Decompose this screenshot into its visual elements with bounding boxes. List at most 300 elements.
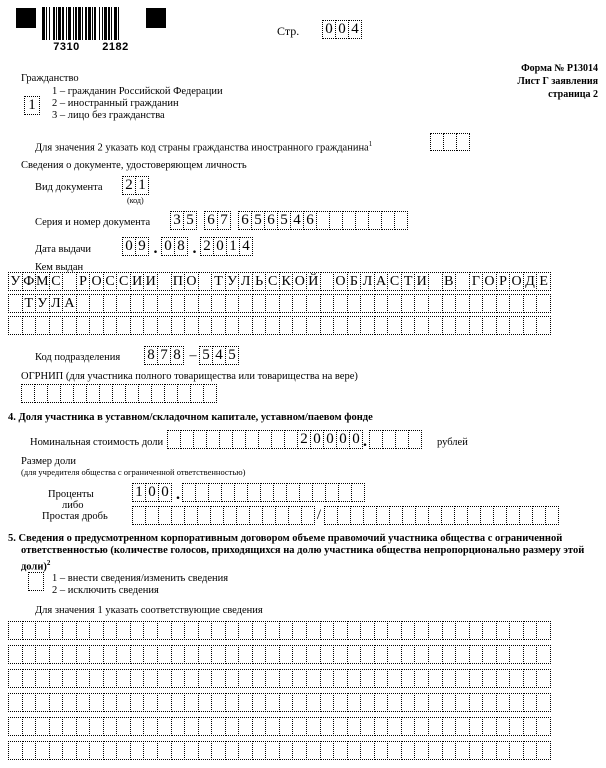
form-cell[interactable] [164,384,178,403]
nominal-decimal-cells[interactable] [369,430,421,449]
form-cell[interactable] [509,316,524,335]
form-cell[interactable] [414,669,429,688]
form-cell[interactable] [442,741,457,760]
form-cell[interactable] [286,483,300,502]
form-cell[interactable] [157,693,172,712]
form-cell[interactable]: О [184,272,199,291]
form-cell[interactable] [103,741,118,760]
form-cell[interactable]: С [387,272,402,291]
form-cell[interactable] [247,483,261,502]
form-cell[interactable]: 4 [239,237,253,256]
form-cell[interactable] [238,717,253,736]
form-cell[interactable] [536,717,551,736]
form-cell[interactable] [130,741,145,760]
form-cell[interactable] [225,669,240,688]
form-cell[interactable] [252,316,267,335]
form-cell[interactable] [306,669,321,688]
form-cell[interactable] [22,669,37,688]
form-cell[interactable] [306,645,321,664]
form-cell[interactable] [523,645,538,664]
form-cell[interactable] [374,669,389,688]
form-cell[interactable] [8,316,23,335]
form-cell[interactable] [292,645,307,664]
form-cell[interactable] [536,693,551,712]
form-cell[interactable] [62,669,77,688]
form-cell[interactable]: 0 [336,430,350,449]
form-cell[interactable] [509,717,524,736]
form-cell[interactable]: 5 [251,211,265,230]
form-cell[interactable] [306,294,321,313]
form-cell[interactable] [195,483,209,502]
citizenship-option-3[interactable]: 3 – лицо без гражданства [52,110,165,121]
form-cell[interactable] [184,717,199,736]
form-cell[interactable] [320,621,335,640]
form-cell[interactable] [292,741,307,760]
form-cell[interactable] [198,693,213,712]
form-cell[interactable] [116,741,131,760]
form-cell[interactable] [198,272,213,291]
form-cell[interactable] [306,693,321,712]
form-cell[interactable] [482,717,497,736]
form-cell[interactable]: Й [306,272,321,291]
form-cell[interactable] [455,741,470,760]
form-cell[interactable] [414,645,429,664]
form-cell[interactable] [455,717,470,736]
section5-option-2[interactable]: 2 – исключить сведения [52,585,159,596]
form-cell[interactable] [76,621,91,640]
form-cell[interactable]: П [171,272,186,291]
form-cell[interactable] [316,211,330,230]
form-cell[interactable] [143,669,158,688]
form-cell[interactable] [219,430,233,449]
form-cell[interactable] [275,506,289,525]
form-cell[interactable] [260,483,274,502]
form-cell[interactable] [496,669,511,688]
form-cell[interactable]: 0 [310,430,324,449]
form-cell[interactable] [509,741,524,760]
form-cell[interactable] [333,645,348,664]
form-cell[interactable] [414,316,429,335]
form-cell[interactable] [238,645,253,664]
form-cell[interactable] [401,669,416,688]
form-cell[interactable] [47,384,61,403]
form-cell[interactable] [414,294,429,313]
form-cell[interactable] [225,645,240,664]
form-cell[interactable] [387,294,402,313]
form-cell[interactable] [8,741,23,760]
form-cell[interactable] [496,645,511,664]
form-cell[interactable] [35,741,50,760]
form-cell[interactable] [184,294,199,313]
form-cell[interactable] [35,645,50,664]
form-cell[interactable] [103,645,118,664]
form-cell[interactable] [509,669,524,688]
form-cell[interactable] [428,506,442,525]
form-cell[interactable] [116,669,131,688]
form-cell[interactable] [99,384,113,403]
form-cell[interactable] [347,669,362,688]
form-cell[interactable] [428,717,443,736]
form-cell[interactable] [265,717,280,736]
form-cell[interactable] [414,621,429,640]
form-cell[interactable] [245,430,259,449]
form-cell[interactable]: 5 [199,346,213,365]
form-cell[interactable]: О [292,272,307,291]
form-cell[interactable] [103,717,118,736]
form-cell[interactable]: С [49,272,64,291]
form-cell[interactable] [428,272,443,291]
form-cell[interactable] [265,693,280,712]
form-cell[interactable] [292,294,307,313]
form-cell[interactable] [262,506,276,525]
form-cell[interactable] [306,316,321,335]
form-cell[interactable] [62,717,77,736]
form-cell[interactable] [408,430,422,449]
form-cell[interactable] [89,717,104,736]
form-cell[interactable] [171,693,186,712]
form-cell[interactable] [312,483,326,502]
form-cell[interactable] [198,669,213,688]
form-cell[interactable] [238,294,253,313]
form-cell[interactable] [355,211,369,230]
form-cell[interactable] [320,693,335,712]
form-cell[interactable] [211,741,226,760]
subdivision-code-part2-cells[interactable] [199,346,238,365]
form-cell[interactable] [35,717,50,736]
form-cell[interactable] [428,645,443,664]
section5-detail-row-3[interactable] [8,669,550,688]
form-cell[interactable] [130,621,145,640]
form-cell[interactable] [89,693,104,712]
form-cell[interactable] [442,621,457,640]
form-cell[interactable]: О [509,272,524,291]
form-cell[interactable] [402,506,416,525]
form-cell[interactable]: 4 [290,211,304,230]
form-cell[interactable]: 2 [200,237,214,256]
section5-detail-row-6[interactable] [8,741,550,760]
form-cell[interactable] [171,316,186,335]
form-cell[interactable] [506,506,520,525]
ogrnip-cells[interactable] [21,384,216,403]
form-cell[interactable] [184,316,199,335]
form-cell[interactable] [130,717,145,736]
form-cell[interactable] [232,430,246,449]
form-cell[interactable] [292,693,307,712]
country-code-cells[interactable] [430,133,469,151]
form-cell[interactable] [49,316,64,335]
form-cell[interactable] [203,384,217,403]
form-cell[interactable] [236,506,250,525]
form-cell[interactable] [198,741,213,760]
form-cell[interactable] [171,669,186,688]
form-cell[interactable] [292,717,307,736]
form-cell[interactable] [360,645,375,664]
form-cell[interactable] [249,506,263,525]
form-cell[interactable] [320,316,335,335]
form-cell[interactable]: А [62,294,77,313]
form-cell[interactable] [103,294,118,313]
form-cell[interactable] [374,645,389,664]
form-cell[interactable]: 6 [238,211,252,230]
form-cell[interactable] [523,741,538,760]
form-cell[interactable] [89,294,104,313]
form-cell[interactable]: С [116,272,131,291]
form-cell[interactable] [482,294,497,313]
form-cell[interactable]: И [414,272,429,291]
form-cell[interactable] [519,506,533,525]
form-cell[interactable] [22,316,37,335]
form-cell[interactable] [112,384,126,403]
form-cell[interactable]: 0 [161,237,175,256]
form-cell[interactable] [76,316,91,335]
form-cell[interactable] [171,621,186,640]
form-cell[interactable]: 0 [145,483,159,502]
form-cell[interactable] [368,211,382,230]
form-cell[interactable] [428,693,443,712]
form-cell[interactable]: 6 [264,211,278,230]
form-cell[interactable] [225,316,240,335]
form-cell[interactable]: Т [22,294,37,313]
form-cell[interactable]: 1 [226,237,240,256]
form-cell[interactable] [401,316,416,335]
form-cell[interactable] [49,741,64,760]
form-cell[interactable]: Л [238,272,253,291]
form-cell[interactable] [428,294,443,313]
issue-date-day-cells[interactable] [122,237,148,256]
form-cell[interactable] [193,430,207,449]
form-cell[interactable] [351,483,365,502]
form-cell[interactable] [387,717,402,736]
form-cell[interactable] [208,483,222,502]
form-cell[interactable] [76,741,91,760]
form-cell[interactable] [103,621,118,640]
form-cell[interactable] [536,294,551,313]
form-cell[interactable] [76,669,91,688]
form-cell[interactable] [363,506,377,525]
form-cell[interactable] [182,483,196,502]
form-cell[interactable] [167,430,181,449]
form-cell[interactable] [35,621,50,640]
form-cell[interactable] [184,669,199,688]
form-cell[interactable]: 7 [157,346,171,365]
percent-decimal-cells[interactable] [182,483,364,502]
form-cell[interactable]: 7 [217,211,231,230]
citizenship-option-2[interactable]: 2 – иностранный гражданин [52,98,179,109]
series-part1-cells[interactable] [170,211,196,230]
form-cell[interactable] [536,621,551,640]
form-cell[interactable] [360,316,375,335]
form-cell[interactable] [342,211,356,230]
form-cell[interactable] [21,384,35,403]
form-cell[interactable] [180,430,194,449]
form-cell[interactable] [387,316,402,335]
form-cell[interactable] [252,669,267,688]
form-cell[interactable] [62,272,77,291]
form-cell[interactable] [225,717,240,736]
form-cell[interactable] [76,693,91,712]
form-cell[interactable] [76,717,91,736]
form-cell[interactable] [211,294,226,313]
form-cell[interactable]: 4 [212,346,226,365]
form-cell[interactable] [415,506,429,525]
form-cell[interactable] [116,693,131,712]
series-part2-cells[interactable] [204,211,230,230]
form-cell[interactable] [157,669,172,688]
form-cell[interactable] [288,506,302,525]
form-cell[interactable] [374,316,389,335]
form-cell[interactable] [455,294,470,313]
form-cell[interactable]: 0 [349,430,363,449]
citizenship-option-1[interactable]: 1 – гражданин Российской Федерации [52,86,223,97]
form-cell[interactable] [130,316,145,335]
form-cell[interactable] [157,316,172,335]
form-cell[interactable] [401,621,416,640]
form-cell[interactable] [306,717,321,736]
form-cell[interactable] [469,294,484,313]
form-cell[interactable] [279,741,294,760]
form-cell[interactable] [252,621,267,640]
form-cell[interactable]: Д [523,272,538,291]
form-cell[interactable] [184,693,199,712]
form-cell[interactable] [35,693,50,712]
form-cell[interactable] [279,316,294,335]
form-cell[interactable] [320,741,335,760]
form-cell[interactable] [151,384,165,403]
form-cell[interactable]: 5 [277,211,291,230]
form-cell[interactable] [279,294,294,313]
form-cell[interactable] [211,645,226,664]
section5-option-1[interactable]: 1 – внести сведения/изменить сведения [52,573,229,584]
form-cell[interactable] [252,693,267,712]
form-cell[interactable] [265,741,280,760]
issue-date-month-cells[interactable] [161,237,187,256]
form-cell[interactable] [414,693,429,712]
form-cell[interactable] [374,717,389,736]
form-cell[interactable]: С [103,272,118,291]
form-cell[interactable] [89,621,104,640]
form-cell[interactable] [443,133,457,151]
form-cell[interactable] [414,717,429,736]
form-cell[interactable] [347,741,362,760]
form-cell[interactable] [103,693,118,712]
form-cell[interactable] [8,717,23,736]
form-cell[interactable] [116,645,131,664]
form-cell[interactable] [271,430,285,449]
form-cell[interactable] [333,693,348,712]
form-cell[interactable] [279,717,294,736]
form-cell[interactable] [223,506,237,525]
form-cell[interactable] [536,669,551,688]
form-cell[interactable] [211,669,226,688]
form-cell[interactable] [157,294,172,313]
doc-type-cells[interactable] [122,176,148,195]
form-cell[interactable] [455,669,470,688]
form-cell[interactable] [469,741,484,760]
form-cell[interactable]: 8 [174,237,188,256]
form-cell[interactable] [428,741,443,760]
form-cell[interactable]: 2 [297,430,311,449]
form-cell[interactable] [523,693,538,712]
form-cell[interactable] [22,621,37,640]
form-cell[interactable] [545,506,559,525]
form-cell[interactable] [333,621,348,640]
form-cell[interactable] [49,669,64,688]
form-cell[interactable] [49,717,64,736]
form-cell[interactable] [401,741,416,760]
form-cell[interactable] [8,645,23,664]
form-cell[interactable] [238,621,253,640]
form-cell[interactable] [509,294,524,313]
form-cell[interactable] [157,272,172,291]
form-cell[interactable] [279,645,294,664]
form-cell[interactable] [455,316,470,335]
form-cell[interactable] [509,693,524,712]
form-cell[interactable] [496,621,511,640]
form-cell[interactable] [496,294,511,313]
form-cell[interactable] [374,741,389,760]
form-cell[interactable] [198,621,213,640]
form-cell[interactable] [469,717,484,736]
form-cell[interactable]: О [482,272,497,291]
form-cell[interactable] [454,506,468,525]
form-cell[interactable] [387,693,402,712]
form-cell[interactable] [89,669,104,688]
form-cell[interactable] [469,669,484,688]
form-cell[interactable] [455,621,470,640]
form-cell[interactable] [360,669,375,688]
form-cell[interactable] [469,645,484,664]
form-cell[interactable] [374,294,389,313]
form-cell[interactable] [333,669,348,688]
form-cell[interactable]: 0 [122,237,136,256]
form-cell[interactable] [197,506,211,525]
form-cell[interactable]: 8 [144,346,158,365]
form-cell[interactable] [211,316,226,335]
form-cell[interactable] [482,693,497,712]
form-cell[interactable] [374,621,389,640]
form-cell[interactable] [482,741,497,760]
form-cell[interactable] [284,430,298,449]
form-cell[interactable] [35,316,50,335]
form-cell[interactable] [73,384,87,403]
form-cell[interactable] [184,645,199,664]
form-cell[interactable]: Б [347,272,362,291]
form-cell[interactable] [125,384,139,403]
form-cell[interactable] [145,506,159,525]
form-cell[interactable] [387,621,402,640]
form-cell[interactable] [225,621,240,640]
form-cell[interactable] [34,384,48,403]
form-cell[interactable] [442,645,457,664]
form-cell[interactable] [273,483,287,502]
form-cell[interactable] [292,669,307,688]
form-cell[interactable] [369,430,383,449]
form-cell[interactable] [320,669,335,688]
form-cell[interactable] [158,506,172,525]
form-cell[interactable] [376,506,390,525]
form-cell[interactable] [279,621,294,640]
form-cell[interactable] [493,506,507,525]
form-cell[interactable] [143,621,158,640]
form-cell[interactable] [442,717,457,736]
form-cell[interactable] [333,294,348,313]
form-cell[interactable] [22,693,37,712]
form-cell[interactable] [265,669,280,688]
form-cell[interactable] [62,741,77,760]
form-cell[interactable] [467,506,481,525]
form-cell[interactable] [347,717,362,736]
form-cell[interactable] [62,316,77,335]
